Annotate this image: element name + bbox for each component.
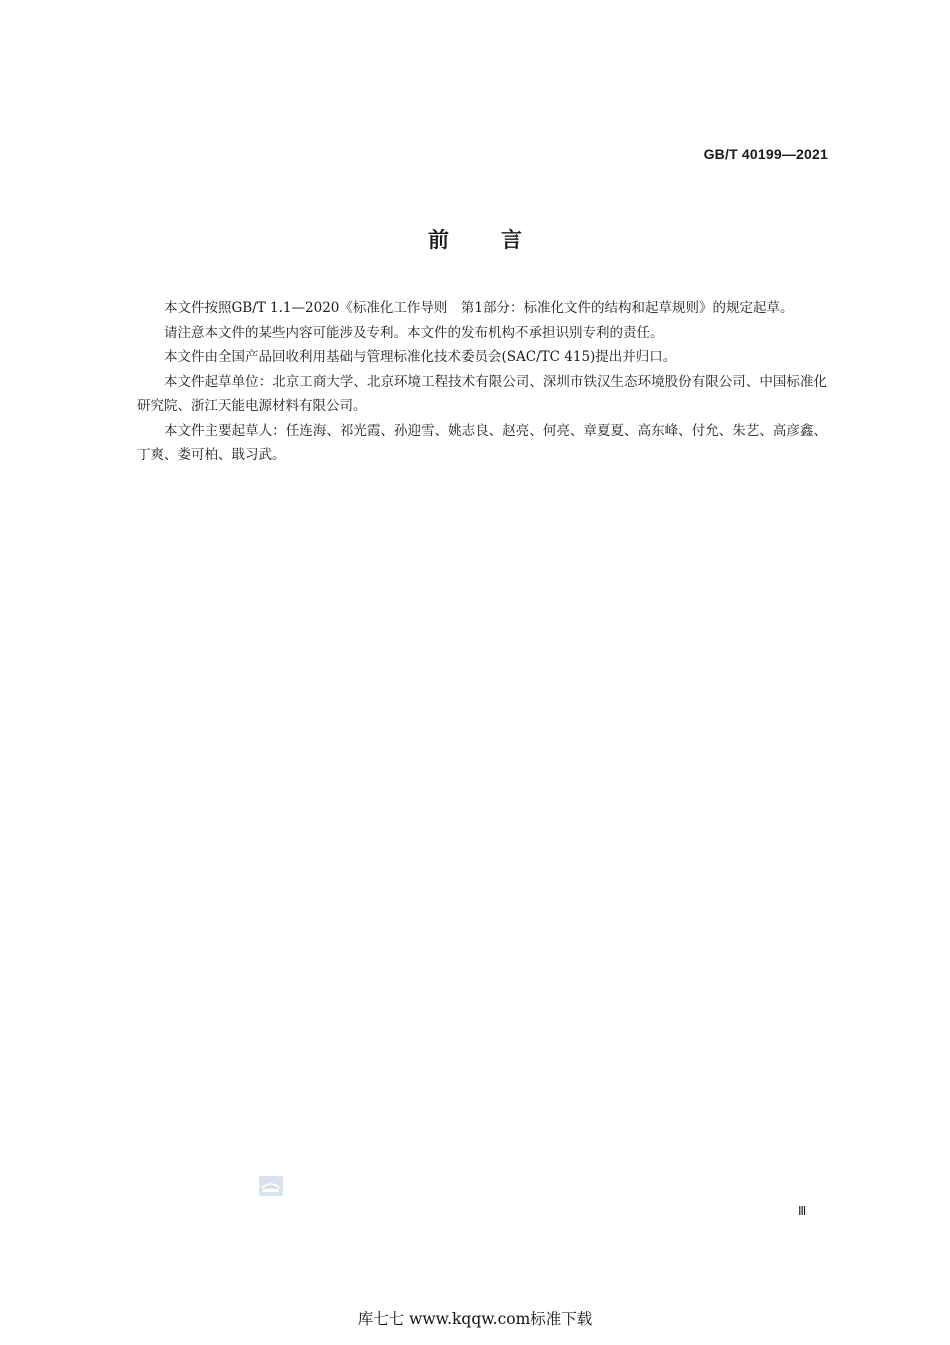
paragraph-drafting-units: 本文件起草单位：北京工商大学、北京环境工程技术有限公司、深圳市铁汉生态环境股份有限公司、中国标准化研究院、浙江天能电源材料有限公司。	[137, 373, 827, 414]
sac-watermark-logo	[259, 1176, 283, 1196]
paragraph-patent-notice: 请注意本文件的某些内容可能涉及专利。本文件的发布机构不承担识别专利的责任。	[164, 324, 664, 341]
standard-code: GB/T 40199—2021	[703, 146, 828, 162]
page-title: 前言	[428, 228, 574, 252]
paragraph-proposer: 本文件由全国产品回收利用基础与管理标准化技术委员会(SAC/TC 415)提出并归口。	[164, 349, 677, 365]
download-footer: 库七七 www.kqqw.com标准下载	[357, 1310, 593, 1328]
paragraph-drafters: 本文件主要起草人：任连海、祁光霞、孙迎雪、姚志良、赵亮、何亮、章夏夏、高东峰、付允、朱艺、高彦鑫、丁爽、娄可柏、戢习武。	[137, 422, 827, 463]
paragraph-drafting-rules: 本文件按照GB/T 1.1—2020《标准化工作导则 第1部分：标准化文件的结构和起草规则》的规定起草。	[164, 300, 794, 316]
page-number: Ⅲ	[798, 1204, 807, 1218]
foreword-body	[137, 296, 827, 468]
